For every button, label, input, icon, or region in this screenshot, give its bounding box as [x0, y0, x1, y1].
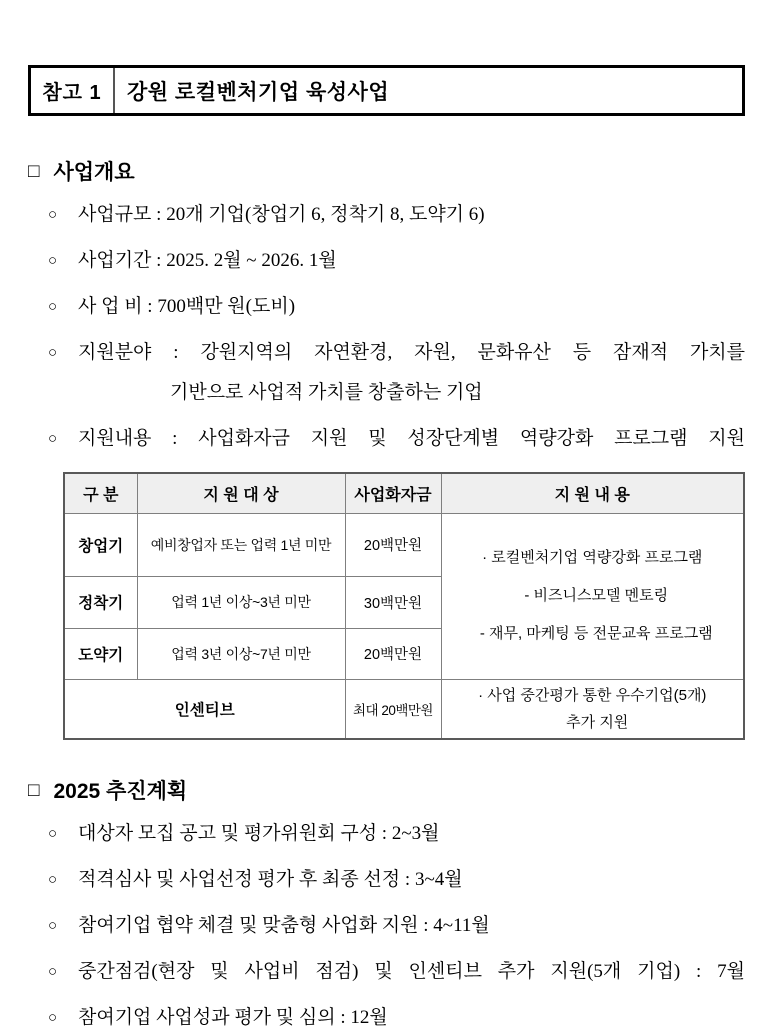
support-line: - 재무, 마케팅 등 전문교육 프로그램 — [479, 625, 713, 642]
incentive-content-cell — [441, 679, 744, 739]
header-fund: 사업화자금 — [345, 473, 441, 513]
bullet-text: 사 업 비 : 700백만 원(도비) — [78, 296, 296, 317]
bullet-recruitment — [48, 821, 745, 847]
incentive-line: · 사업 중간평가 통한 우수기업(5개) — [478, 686, 707, 704]
section-heading-text: 사업개요 — [53, 161, 135, 184]
fund-startup: 20백만원 — [345, 513, 441, 576]
header-category: 구 분 — [64, 473, 137, 513]
square-bullet-icon: □ — [28, 779, 40, 801]
bullet-text: 지원분야 : 강원지역의 자연환경, 자원, 문화유산 등 잠재적 가치를 — [78, 342, 745, 363]
reference-title-box — [28, 65, 745, 116]
document-title: 강원 로컬벤처기업 육성사업 — [127, 80, 390, 104]
circle-bullet-icon: ○ — [48, 825, 58, 842]
bullet-text: 대상자 모집 공고 및 평가위원회 구성 : 2~3월 — [78, 822, 440, 844]
bullet-midterm-check — [48, 959, 745, 985]
overview-bullet-list — [28, 202, 745, 452]
circle-bullet-icon: ○ — [48, 253, 58, 269]
bullet-text: 중간점검(현장 및 사업비 점검) 및 인센티브 추가 지원(5개 기업) : 7월 — [78, 960, 745, 982]
table-row — [64, 513, 744, 576]
stage-settlement: 정착기 — [64, 576, 137, 628]
circle-bullet-icon: ○ — [48, 207, 58, 223]
circle-bullet-icon: ○ — [48, 1009, 58, 1026]
target-leap: 업력 3년 이상~7년 미만 — [137, 628, 345, 679]
plan-bullet-list — [28, 821, 745, 1031]
bullet-agreement — [48, 913, 745, 939]
bullet-performance-review — [48, 1005, 745, 1031]
stage-leap: 도약기 — [64, 628, 137, 679]
bullet-text: 참여기업 사업성과 평가 및 심의 : 12월 — [78, 1006, 388, 1028]
header-content: 지 원 내 용 — [441, 473, 744, 513]
bullet-text: 지원내용 : 사업화자금 지원 및 성장단계별 역량강화 프로그램 지원 — [78, 428, 745, 449]
square-bullet-icon: □ — [28, 161, 40, 182]
table-header-row — [64, 473, 744, 513]
bullet-text: 적격심사 및 사업선정 평가 후 최종 선정 : 3~4월 — [78, 868, 463, 890]
incentive-fund: 최대 20백만원 — [345, 679, 441, 739]
stage-startup: 창업기 — [64, 513, 137, 576]
section-heading-plan — [28, 778, 745, 805]
header-target: 지 원 대 상 — [137, 473, 345, 513]
bullet-text: 사업기간 : 2025. 2월 ~ 2026. 1월 — [78, 250, 337, 271]
support-line: · 로컬벤처기업 역량강화 프로그램 — [482, 549, 703, 566]
target-settlement: 업력 1년 이상~3년 미만 — [137, 576, 345, 628]
reference-tag: 참고 1 — [31, 68, 115, 113]
incentive-label: 인센티브 — [64, 679, 345, 739]
bullet-text: 참여기업 협약 체결 및 맞춤형 사업화 지원 : 4~11월 — [78, 914, 490, 936]
circle-bullet-icon: ○ — [48, 431, 58, 447]
section-heading-text: 2025 추진계획 — [53, 779, 188, 803]
bullet-support-field — [48, 340, 745, 406]
table-row-incentive — [64, 679, 744, 739]
support-line: - 비즈니스모델 멘토링 — [524, 587, 669, 604]
circle-bullet-icon: ○ — [48, 345, 58, 361]
support-detail-table — [63, 472, 745, 740]
circle-bullet-icon: ○ — [48, 917, 58, 934]
circle-bullet-icon: ○ — [48, 963, 58, 980]
incentive-line-continued: 추가 지원 — [566, 713, 629, 731]
support-program-cell — [441, 513, 744, 679]
section-heading-overview — [28, 159, 745, 186]
bullet-screening — [48, 867, 745, 893]
circle-bullet-icon: ○ — [48, 299, 58, 315]
circle-bullet-icon: ○ — [48, 871, 58, 888]
fund-settlement: 30백만원 — [345, 576, 441, 628]
bullet-project-budget — [48, 294, 745, 320]
target-startup: 예비창업자 또는 업력 1년 미만 — [137, 513, 345, 576]
bullet-project-scale — [48, 202, 745, 228]
bullet-support-content — [48, 426, 745, 452]
fund-leap: 20백만원 — [345, 628, 441, 679]
bullet-text-continued: 기반으로 사업적 가치를 창출하는 기업 — [170, 382, 483, 403]
bullet-project-period — [48, 248, 745, 274]
bullet-text: 사업규모 : 20개 기업(창업기 6, 정착기 8, 도약기 6) — [78, 204, 485, 225]
